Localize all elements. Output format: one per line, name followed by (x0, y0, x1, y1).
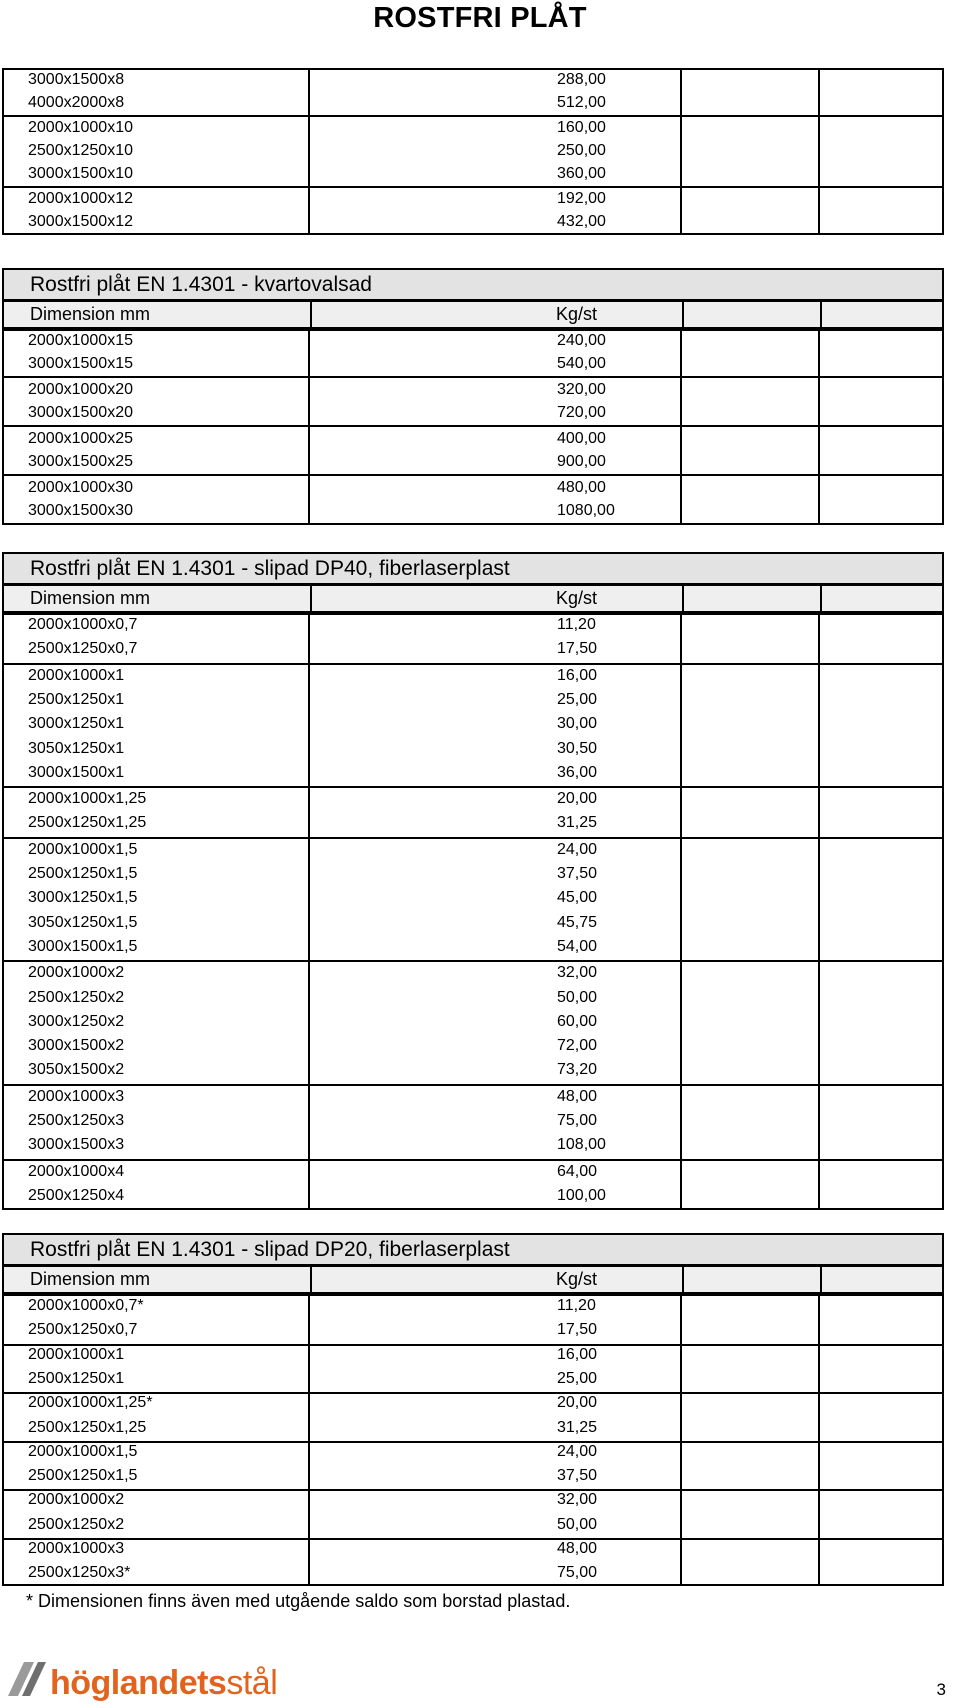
section-title-kvartovalsad: Rostfri plåt EN 1.4301 - kvartovalsad (2, 268, 944, 301)
weight-cell: 480,00 (557, 479, 606, 496)
weight-cell: 30,00 (557, 715, 598, 733)
column-header-dimension: Dimension mm (30, 1269, 151, 1289)
weight-cell: 16,00 (557, 1345, 598, 1363)
dimension-cell: 3000x1500x8 (28, 71, 125, 88)
weight-cell: 16,00 (557, 666, 598, 684)
weight-cell: 31,25 (557, 814, 598, 832)
column-header-dimension: Dimension mm (30, 304, 151, 324)
weight-cell: 11,20 (557, 1297, 596, 1314)
footnote: * Dimensionen finns även med utgående saldo som borstad plastad. (26, 1591, 571, 1611)
page-number: 3 (936, 1680, 946, 1699)
dimension-cell: 2500x1250x1 (28, 690, 125, 708)
weight-cell: 25,00 (557, 1369, 598, 1387)
dimension-cell: 2500x1250x3* (28, 1564, 131, 1582)
weight-cell: 1080,00 (557, 502, 615, 519)
weight-cell: 37,50 (557, 865, 598, 882)
weight-cell: 100,00 (557, 1186, 606, 1204)
weight-cell: 17,50 (557, 640, 598, 658)
weight-cell: 360,00 (557, 165, 606, 182)
weight-cell: 50,00 (557, 1515, 598, 1533)
dimension-cell: 3000x1250x1 (28, 715, 125, 733)
weight-cell: 32,00 (557, 964, 598, 982)
weight-cell: 75,00 (557, 1112, 598, 1129)
dimension-cell: 3050x1250x1 (28, 739, 125, 757)
dimension-cell: 2000x1000x1,25 (28, 790, 147, 808)
table-dp40 (2, 613, 944, 1210)
weight-cell: 48,00 (557, 1087, 598, 1105)
dimension-cell: 3000x1500x3 (28, 1136, 125, 1154)
page-title: ROSTFRI PLÅT (373, 2, 587, 34)
weight-cell: 45,75 (557, 913, 598, 931)
table-kvartovalsad (2, 329, 944, 525)
weight-cell: 45,00 (557, 889, 598, 907)
dimension-cell: 2000x1000x2 (28, 964, 125, 982)
dimension-cell: 2000x1000x1,5 (28, 840, 138, 858)
column-header-row (2, 300, 944, 329)
weight-cell: 31,25 (557, 1418, 598, 1436)
weight-cell: 108,00 (557, 1136, 606, 1154)
dimension-cell: 2000x1000x0,7* (28, 1297, 144, 1314)
dimension-cell: 2000x1000x15 (28, 332, 133, 349)
column-header-row (2, 584, 944, 613)
weight-cell: 32,00 (557, 1491, 598, 1509)
dimension-cell: 2500x1250x2 (28, 988, 125, 1006)
dimension-cell: 2000x1000x3 (28, 1540, 125, 1557)
dimension-cell: 3000x1500x10 (28, 165, 133, 182)
weight-cell: 160,00 (557, 119, 606, 136)
weight-cell: 512,00 (557, 94, 606, 111)
dimension-cell: 2500x1250x10 (28, 142, 133, 159)
weight-cell: 72,00 (557, 1037, 598, 1055)
dimension-cell: 3000x1250x2 (28, 1012, 125, 1030)
weight-cell: 288,00 (557, 71, 606, 88)
dimension-cell: 2000x1000x2 (28, 1491, 125, 1509)
dimension-cell: 3000x1500x20 (28, 404, 133, 421)
weight-cell: 432,00 (557, 213, 606, 230)
weight-cell: 36,00 (557, 763, 598, 781)
section-title-dp20: Rostfri plåt EN 1.4301 - slipad DP20, fiberlaserplast (2, 1233, 944, 1266)
weight-cell: 73,20 (557, 1061, 598, 1079)
weight-cell: 240,00 (557, 332, 606, 349)
dimension-cell: 3050x1250x1,5 (28, 913, 138, 931)
dimension-cell: 2000x1000x1,25* (28, 1394, 153, 1412)
dimension-cell: 3000x1500x30 (28, 502, 133, 519)
dimension-cell: 2500x1250x1,5 (28, 865, 138, 882)
weight-cell: 24,00 (557, 840, 598, 858)
dimension-cell: 3000x1500x25 (28, 453, 133, 470)
weight-cell: 75,00 (557, 1564, 598, 1582)
dimension-cell: 3000x1500x12 (28, 213, 133, 230)
weight-cell: 17,50 (557, 1321, 598, 1339)
dimension-cell: 3050x1500x2 (28, 1061, 125, 1079)
dimension-cell: 4000x2000x8 (28, 94, 125, 111)
dimension-cell: 2500x1250x4 (28, 1186, 125, 1204)
dimension-cell: 2000x1000x10 (28, 119, 133, 136)
weight-cell: 54,00 (557, 937, 598, 955)
dimension-cell: 3000x1500x15 (28, 355, 133, 372)
column-header-kg: Kg/st (556, 588, 598, 608)
weight-cell: 20,00 (557, 1394, 598, 1412)
weight-cell: 25,00 (557, 690, 598, 708)
column-header-dimension: Dimension mm (30, 588, 151, 608)
dimension-cell: 2000x1000x30 (28, 479, 133, 496)
weight-cell: 64,00 (557, 1162, 598, 1180)
dimension-cell: 3000x1500x2 (28, 1037, 125, 1055)
dimension-cell: 2000x1000x12 (28, 190, 133, 207)
dimension-cell: 2500x1250x3 (28, 1112, 125, 1129)
dimension-cell: 2000x1000x3 (28, 1087, 125, 1105)
column-header-kg: Kg/st (556, 1269, 598, 1289)
dimension-cell: 2500x1250x0,7 (28, 1321, 138, 1339)
dimension-cell: 3000x1500x1 (28, 763, 125, 781)
company-logo (4, 1650, 278, 1706)
weight-cell: 50,00 (557, 988, 598, 1006)
section-title-dp40: Rostfri plåt EN 1.4301 - slipad DP40, fiberlaserplast (2, 552, 944, 585)
weight-cell: 720,00 (557, 404, 606, 421)
weight-cell: 192,00 (557, 190, 606, 207)
column-header-row (2, 1265, 944, 1294)
dimension-cell: 2000x1000x0,7 (28, 616, 138, 633)
logo-text-tail: stål (226, 1664, 278, 1702)
dimension-cell: 2000x1000x1 (28, 666, 125, 684)
weight-cell: 540,00 (557, 355, 606, 372)
dimension-cell: 3000x1250x1,5 (28, 889, 138, 907)
weight-cell: 24,00 (557, 1442, 598, 1460)
dimension-cell: 2500x1250x0,7 (28, 640, 138, 658)
weight-cell: 320,00 (557, 381, 606, 398)
weight-cell: 11,20 (557, 616, 596, 633)
table-dp20 (2, 1294, 944, 1586)
weight-cell: 48,00 (557, 1540, 598, 1557)
table-continuation (2, 68, 944, 235)
dimension-cell: 2500x1250x1,25 (28, 814, 147, 832)
weight-cell: 60,00 (557, 1012, 598, 1030)
weight-cell: 20,00 (557, 790, 598, 808)
weight-cell: 400,00 (557, 430, 606, 447)
dimension-cell: 2000x1000x25 (28, 430, 133, 447)
logo-text-main: höglandets (50, 1664, 227, 1702)
weight-cell: 37,50 (557, 1467, 598, 1485)
dimension-cell: 2500x1250x1,25 (28, 1418, 147, 1436)
weight-cell: 30,50 (557, 739, 598, 757)
dimension-cell: 2000x1000x4 (28, 1162, 125, 1180)
dimension-cell: 3000x1500x1,5 (28, 937, 138, 955)
dimension-cell: 2500x1250x1 (28, 1369, 125, 1387)
column-header-kg: Kg/st (556, 304, 598, 324)
dimension-cell: 2000x1000x20 (28, 381, 133, 398)
weight-cell: 900,00 (557, 453, 606, 470)
dimension-cell: 2000x1000x1,5 (28, 1442, 138, 1460)
logo-mark-icon (4, 1656, 48, 1702)
weight-cell: 250,00 (557, 142, 606, 159)
dimension-cell: 2500x1250x2 (28, 1515, 125, 1533)
dimension-cell: 2500x1250x1,5 (28, 1467, 138, 1485)
dimension-cell: 2000x1000x1 (28, 1345, 125, 1363)
